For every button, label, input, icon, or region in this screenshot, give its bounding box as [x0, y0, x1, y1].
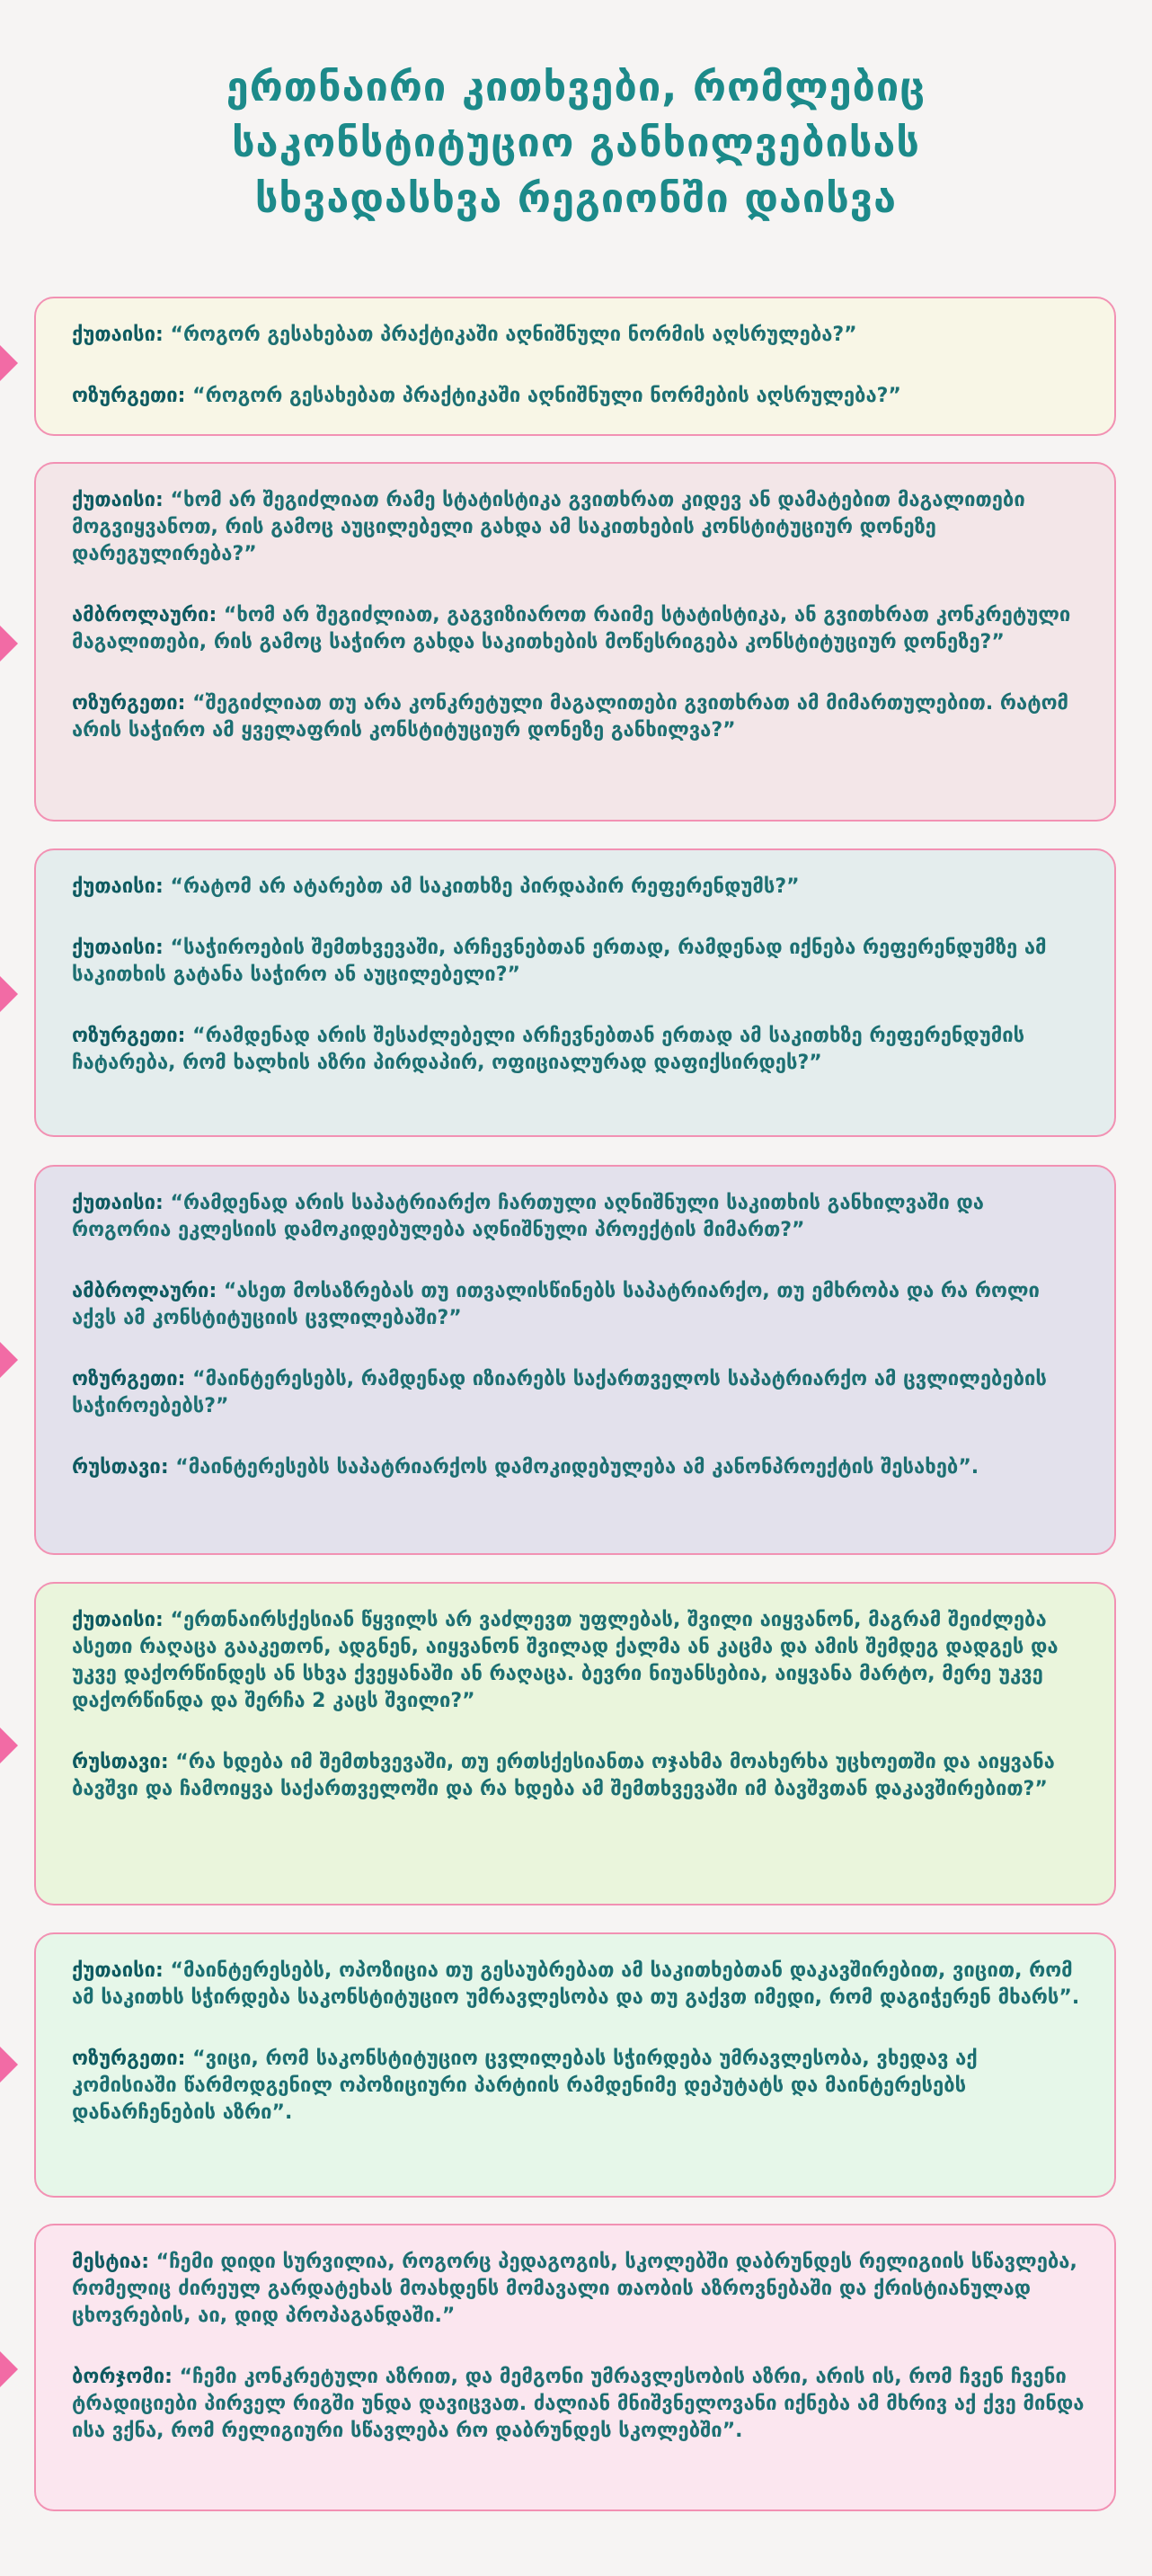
quote-item [72, 690, 1087, 744]
page-title-line-1: ერთნაირი კითხვები, რომლებიც [226, 63, 926, 111]
quote-text: “შეგიძლიათ თუ არა კონკრეტული მაგალითები გვითხრათ ამ მიმართულებით. რატომ არის საჭირო ამ ყველაფრის კონსტიტუციურ დონეზე განხილვა?” [72, 692, 1069, 742]
quote-card [34, 848, 1116, 1137]
quote-item [72, 1190, 1087, 1244]
pointer-arrow-icon [0, 1728, 18, 1763]
quote-item [72, 2046, 1087, 2127]
quote-text: “ჩემი კონკრეტული აზრით, და მემგონი უმრავლესობის აზრი, არის ის, რომ ჩვენ ჩვენი ტრადიციები პირველ რიგში უნდა დავიცვათ. ძალიან მნიშვნელოვანი იქნება ამ მხრივ აქ ქვე მინდა ისა ვქნა, რომ რელიგიური სწავლება რო დაბრუნდეს სკოლებში”. [72, 2366, 1085, 2442]
quote-text: “ხომ არ შეგიძლიათ, გაგვიზიაროთ რაიმე სტატისტიკა, ან გვითხრათ კონკრეტული მაგალითები, რის გამოც საჭირო გახდა საკითხების მოწესრიგება კონსტიტუციურ დონეზე?” [72, 604, 1071, 653]
quote-text: “საჭიროების შემთხვევაში, არჩევნებთან ერთად, რამდენად იქნება რეფერენდუმზე ამ საკითხის გატანა საჭირო ან აუცილებელი?” [72, 937, 1047, 986]
quote-text: “რა ხდება იმ შემთხვევაში, თუ ერთსქესიანთა ოჯახმა მოახერხა უცხოეთში და აიყვანა ბავშვი და ჩამოიყვა საქართველოში და რა ხდება ამ შემთხვევაში იმ ბავშვთან დაკავშირებით?” [72, 1751, 1055, 1800]
pointer-arrow-icon [0, 2047, 18, 2083]
quote-speaker: რუსთავი: [72, 1456, 169, 1479]
quote-text: “რამდენად არის საპატრიარქო ჩართული აღნიშნული საკითხის განხილვაში და როგორია ეკლესიის დამოკიდებულება აღნიშნული პროექტის მიმართ?” [72, 1192, 984, 1241]
pointer-arrow-icon [0, 345, 18, 381]
quote-speaker: ოზურგეთი: [72, 692, 186, 715]
quote-speaker: ქუთაისი: [72, 937, 164, 959]
quote-speaker: რუსთავი: [72, 1751, 169, 1773]
quote-item [72, 1749, 1087, 1803]
quote-item [72, 487, 1087, 568]
quote-text: “ერთნაირსქესიან წყვილს არ ვაძლევთ უფლებას, შვილი აიყვანონ, მაგრამ შეიძლება ასეთი რაღაცა გააკეთონ, ადგნენ, აიყვანონ შვილად ქალმა ან კაცმა და ამის შემდეგ დადგეს და უკვე დაქორწინდეს ან სხვა ქვეყანაში ან რაღაცა. ბევრი ნიუანსებია, აიყვანა მარტო, მერე უკვე დაქორწინდა და შერჩა 2 კაცს შვილი?” [72, 1609, 1059, 1712]
quote-text: “როგორ გესახებათ პრაქტიკაში აღნიშნული ნორმის აღსრულება?” [163, 324, 857, 346]
quote-text: “მაინტერესებს, რამდენად იზიარებს საქართველოს საპატრიარქო ამ ცვლილებების საჭიროებებს?” [72, 1368, 1047, 1417]
quote-speaker: ქუთაისი: [72, 1192, 164, 1214]
quote-card [34, 1582, 1116, 1905]
quote-text: “ჩემი დიდი სურვილია, როგორც პედაგოგის, სკოლებში დაბრუნდეს რელიგიის სწავლება, რომელიც ძირეულ გარდატეხას მოახდენს მომავალი თაობის აზროვნებაში და ქრისტიანულად ცხოვრების, აი, დიდ პროპაგანდაში.” [72, 2251, 1077, 2327]
quote-item [72, 1366, 1087, 1420]
quote-card [34, 1932, 1116, 2198]
page-title [0, 59, 1152, 227]
quote-speaker: ამბროლაური: [72, 1280, 217, 1302]
quote-item [72, 1958, 1087, 2012]
quote-text: “რატომ არ ატარებთ ამ საკითხზე პირდაპირ რეფერენდუმს?” [163, 875, 800, 898]
pointer-arrow-icon [0, 1342, 18, 1378]
quote-card [34, 462, 1116, 822]
quote-card [34, 2224, 1116, 2511]
quote-speaker: ქუთაისი: [72, 1959, 164, 1982]
quote-card [34, 1165, 1116, 1555]
pointer-arrow-icon [0, 2351, 18, 2387]
quote-speaker: მესტია: [72, 2251, 149, 2273]
quote-item [72, 2249, 1087, 2330]
page-title-line-3: სხვადასხვა რეგიონში დაისვა [254, 174, 898, 222]
quote-speaker: ოზურგეთი: [72, 385, 186, 407]
pointer-arrow-icon [0, 626, 18, 662]
quote-text: “როგორ გესახებათ პრაქტიკაში აღნიშნული ნორმების აღსრულება?” [185, 385, 901, 407]
quote-text: “ხომ არ შეგიძლიათ რამე სტატისტიკა გვითხრათ კიდევ ან დამატებით მაგალითები მოგვიყვანოთ, რის გამოც აუცილებელი გახდა ამ საკითხების კონსტიტუციურ დონეზე დარეგულირება?” [72, 489, 1025, 565]
pointer-arrow-icon [0, 976, 18, 1012]
quote-text: “რამდენად არის შესაძლებელი არჩევნებთან ერთად ამ საკითხზე რეფერენდუმის ჩატარება, რომ ხალხის აზრი პირდაპირ, ოფიციალურად დაფიქსირდეს?” [72, 1025, 1025, 1074]
quote-speaker: ოზურგეთი: [72, 2047, 186, 2070]
quote-item [72, 322, 1087, 349]
quote-speaker: ბორჯომი: [72, 2366, 173, 2388]
quote-speaker: ქუთაისი: [72, 489, 164, 511]
quote-item [72, 383, 1087, 410]
quote-speaker: ოზურგეთი: [72, 1025, 186, 1047]
quote-item [72, 2364, 1087, 2445]
quote-text: “მაინტერესებს, ოპოზიცია თუ გესაუბრებათ ამ საკითხებთან დაკავშირებით, ვიცით, რომ ამ საკითხს სჭირდება საკონსტიტუციო უმრავლესობა და თუ გაქვთ იმედი, რომ დაგიჭერენ მხარს”. [72, 1959, 1080, 2009]
quote-item [72, 935, 1087, 989]
quote-item [72, 1607, 1087, 1715]
quote-item [72, 602, 1087, 656]
quote-speaker: ამბროლაური: [72, 604, 217, 626]
quote-speaker: ოზურგეთი: [72, 1368, 186, 1390]
quote-text: “ასეთ მოსაზრებას თუ ითვალისწინებს საპატრიარქო, თუ ემხრობა და რა როლი აქვს ამ კონსტიტუციის ცვლილებაში?” [72, 1280, 1040, 1329]
quote-speaker: ქუთაისი: [72, 1609, 164, 1631]
quote-item [72, 874, 1087, 901]
quote-item [72, 1023, 1087, 1077]
quote-speaker: ქუთაისი: [72, 875, 164, 898]
quote-item [72, 1454, 1087, 1481]
quote-text: “მაინტერესებს საპატრიარქოს დამოკიდებულება ამ კანონპროექტის შესახებ”. [168, 1456, 979, 1479]
quote-card [34, 297, 1116, 436]
quote-text: “ვიცი, რომ საკონსტიტუციო ცვლილებას სჭირდება უმრავლესობა, ვხედავ აქ კომისიაში წარმოდგენილ ოპოზიციური პარტიის რამდენიმე დეპუტატს და მაინტერესებს დანარჩენების აზრი”. [72, 2047, 978, 2124]
quote-speaker: ქუთაისი: [72, 324, 164, 346]
quote-item [72, 1278, 1087, 1332]
page-title-line-2: საკონსტიტუციო განხილვებისას [232, 119, 920, 166]
